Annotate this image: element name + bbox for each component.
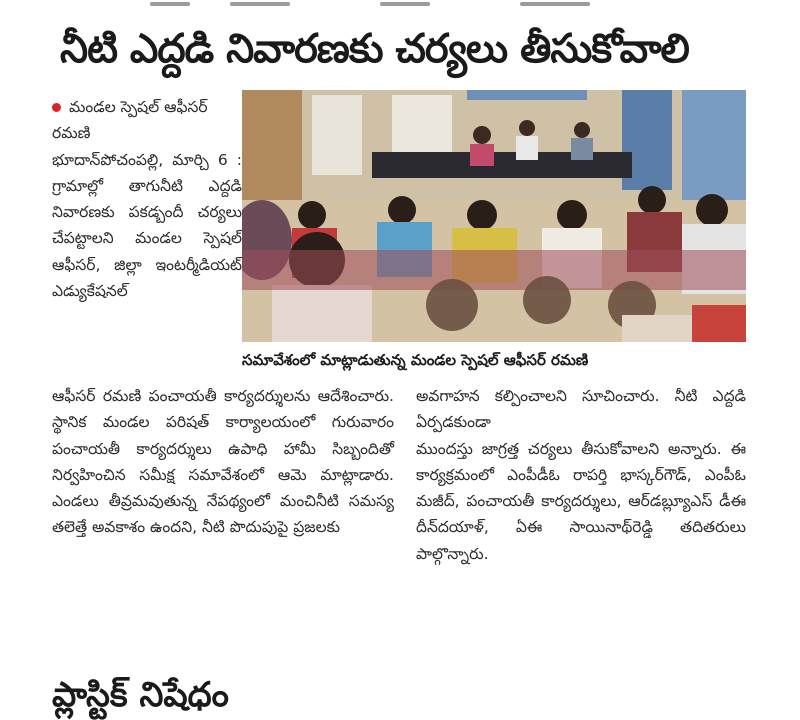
body-text-col3-p2: ముందస్తు జాగ్రత్త చర్యలు తీసుకోవాలని అన్నారు. ఈ కార్యక్రమంలో ఎంపీడీఓ రాపర్తి భాస్కర్‌గౌడ్, ఎంపీఓ మజీద్, పంచాయతీ కార్యదర్శులు, ఆర్‌డబ్ల్యూఎస్ డీఈ దీన్‌దయాళ్, ఏఈ సాయినాథ్‌రెడ్డి తదితరులు పాల్గొన్నారు. — [416, 439, 746, 563]
body-text-col3-p1: అవగాహన కల్పించాలని సూచించారు. నీటి ఎద్దడి ఏర్పడకుండా — [416, 387, 746, 432]
photo-caption: సమావేశంలో మాట్లాడుతున్న మండల స్పెషల్ ఆఫీసర్ రమణి — [242, 351, 589, 369]
column-1 — [52, 94, 242, 304]
previous-article-clip — [0, 0, 800, 12]
column-2 — [52, 383, 394, 541]
meeting-photo — [242, 90, 746, 342]
body-text-col2: ఆఫీసర్ రమణి పంచాయతీ కార్యదర్శులను ఆదేశించారు. స్థానిక మండల పరిషత్ కార్యాలయంలో గురువారం పంచాయతీ కార్యదర్శులు ఉపాధి హామీ సిబ్బందితో నిర్వహించిన సమీక్ష సమావేశంలో ఆమె మాట్లాడారు. ఎండలు తీవ్రమవుతున్న నేపథ్యంలో మంచినీటి సమస్య తలెత్తే అవకాశం ఉందని, నీటి పొదుపుపై ప్రజలకు — [52, 387, 394, 537]
body-text-col1: భూదాన్‌పోచంపల్లి, మార్చి 6 : గ్రామాల్లో తాగునీటి ఎద్దడి నివారణకు పకడ్బందీ చర్యలు చేపట్టాలని మండల స్పెషల్ ఆఫీసర్, జిల్లా ఇంటర్మీడియట్ ఎడ్యుకేషనల్ — [52, 150, 242, 301]
article-subhead: మండల స్పెషల్ ఆఫీసర్ రమణి — [52, 98, 208, 143]
article-headline: నీటి ఎద్దడి నివారణకు చర్యలు తీసుకోవాలి — [60, 26, 689, 72]
bullet-icon — [52, 103, 61, 112]
column-3 — [416, 383, 746, 567]
next-article-headline: ప్లాస్టిక్ నిషేధం — [52, 675, 229, 715]
